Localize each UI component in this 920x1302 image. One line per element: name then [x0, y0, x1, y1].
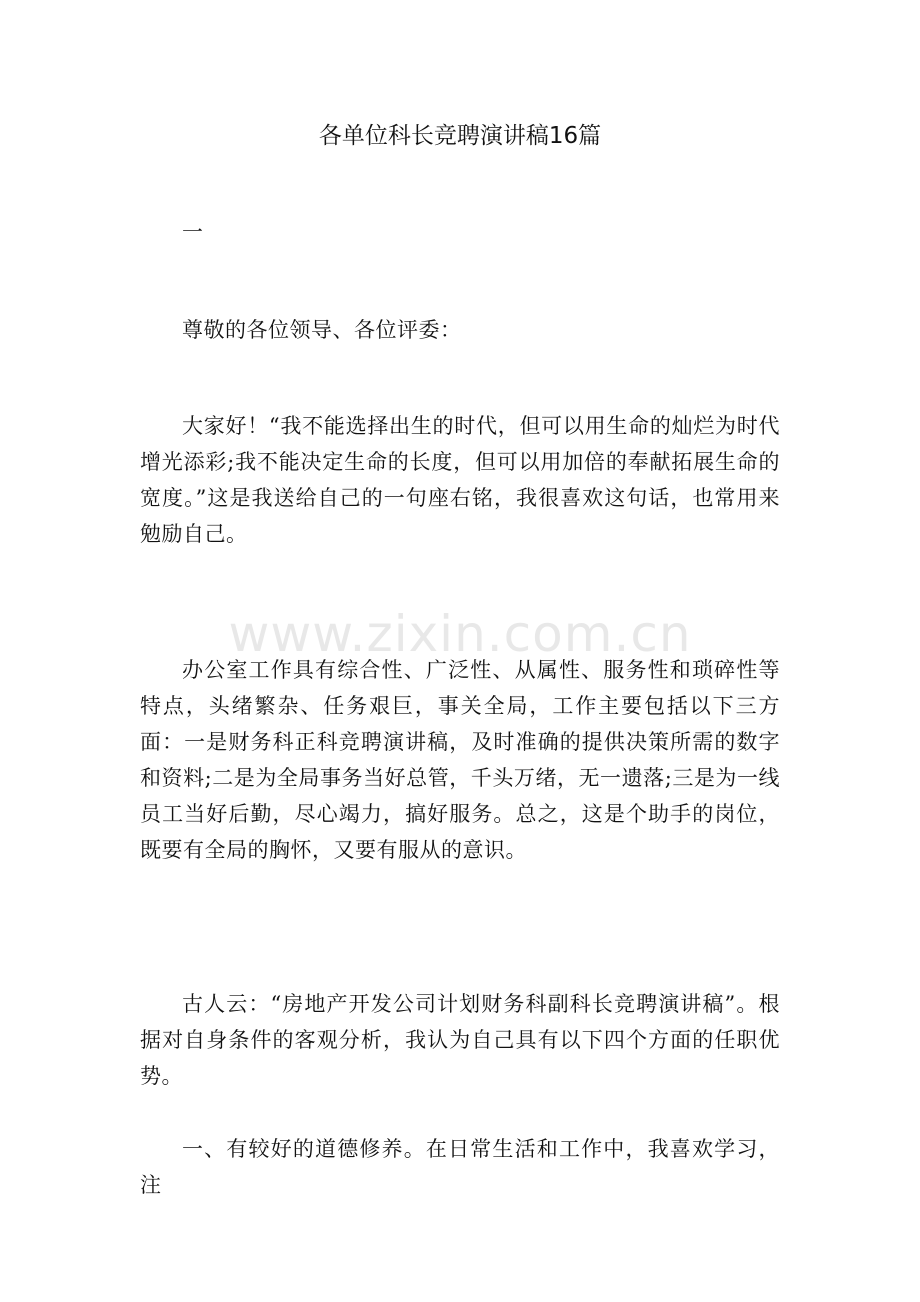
- paragraph-moral: 一、有较好的道德修养。在日常生活和工作中，我喜欢学习，注: [140, 1137, 780, 1197]
- document-title: 各单位科长竞聘演讲稿16篇: [318, 123, 602, 149]
- salutation: 尊敬的各位领导、各位评委：: [182, 318, 462, 342]
- paragraph-office-work: 办公室工作具有综合性、广泛性、从属性、服务性和琐碎性等特点，头绪繁杂、任务艰巨，事关全局，工作主要包括以下三方面：一是财务科正科竞聘演讲稿，及时准确的提供决策所需的数字和资料;二是为全局事务当好总管，千头万绪，无一遗落;三是为一线员工当好后勤，尽心竭力，搞好服务。总之，这是个助手的岗位，既要有全局的胸怀，又要有服从的意识。: [140, 658, 780, 862]
- section-marker: 一: [182, 220, 204, 244]
- watermark: www.zixin.com.cn: [228, 605, 692, 663]
- paragraph-motto: 大家好！“我不能选择出生的时代，但可以用生命的灿烂为时代增光添彩;我不能决定生命的长度，但可以用加倍的奉献拓展生命的宽度。”这是我送给自己的一句座右铭，我很喜欢这句话，也常用来勉励自己。: [140, 414, 780, 546]
- paragraph-advantages: 古人云：“房地产开发公司计划财务科副科长竞聘演讲稿”。根据对自身条件的客观分析，我认为自己具有以下四个方面的任职优势。: [140, 992, 780, 1088]
